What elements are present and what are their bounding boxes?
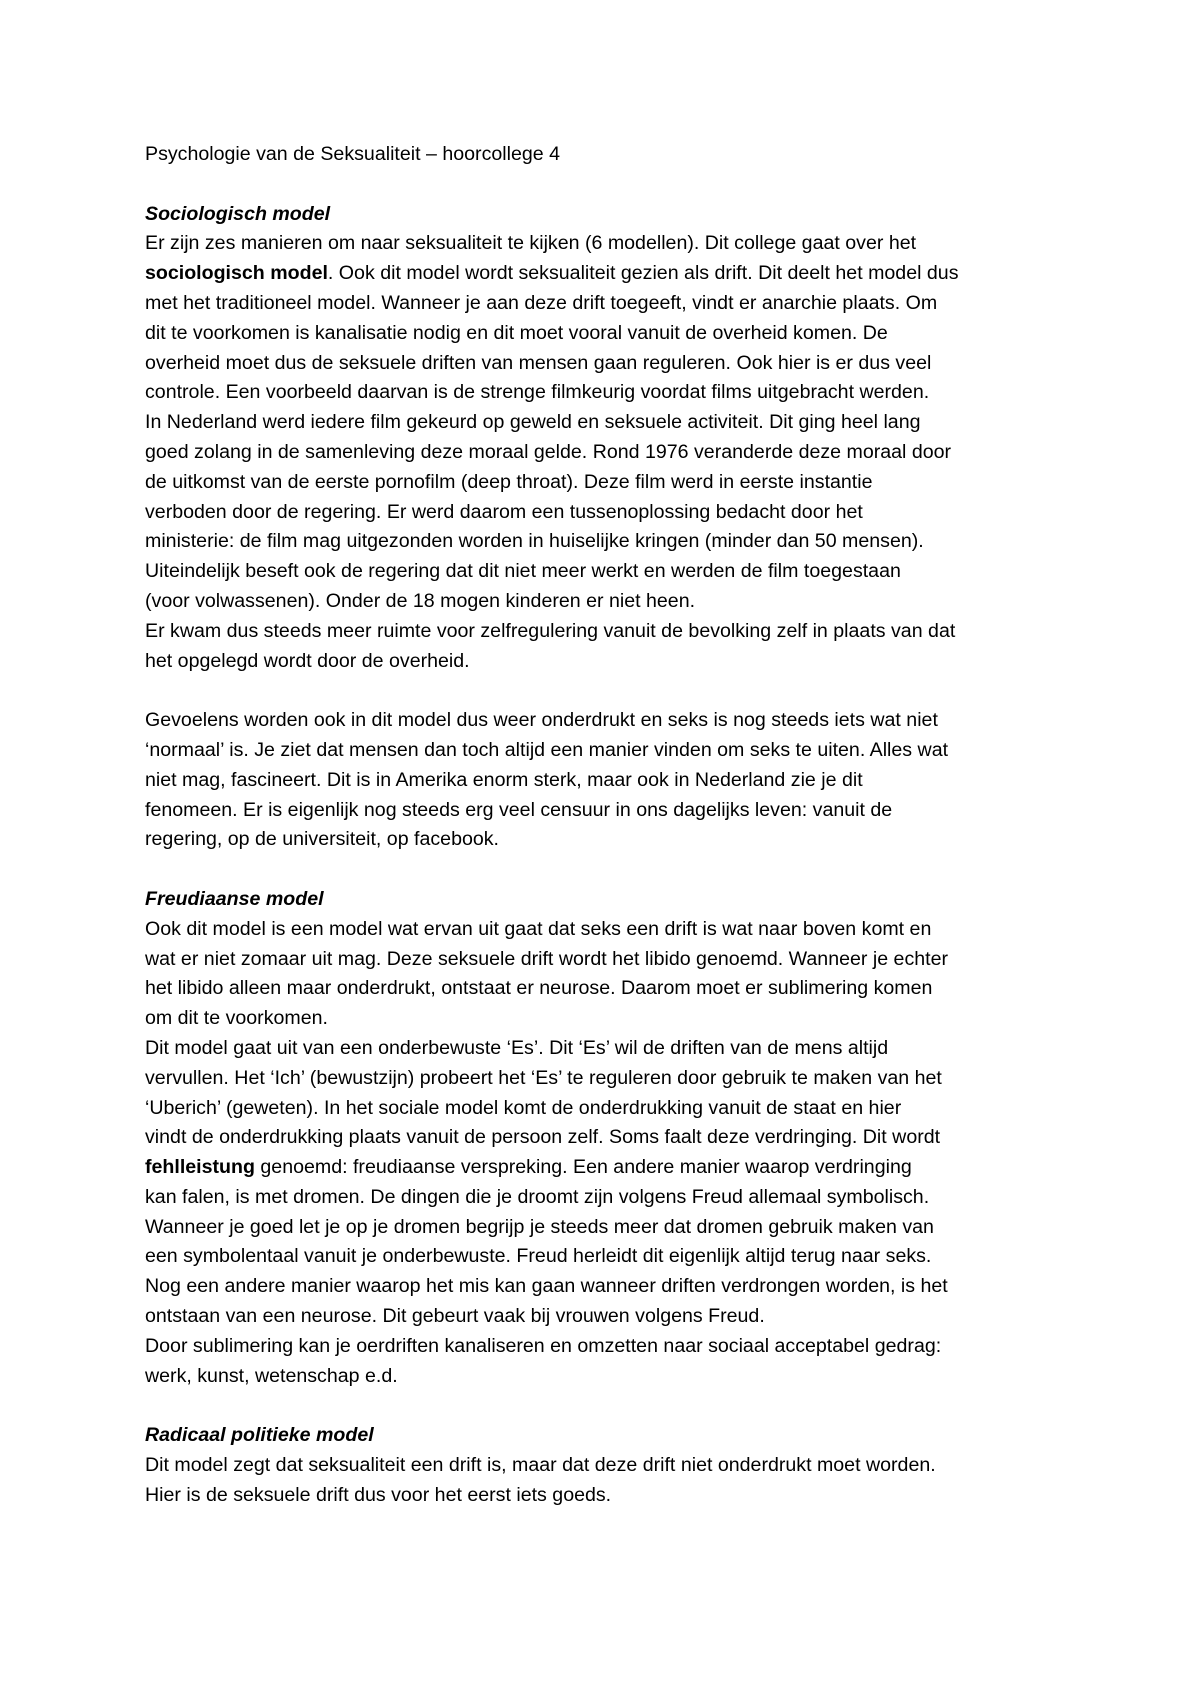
text-line: ‘normaal’ is. Je ziet dat mensen dan toch altijd een manier vinden om seks te uiten. Alles wat — [145, 738, 949, 761]
text-line: Uiteindelijk beseft ook de regering dat dit niet meer werkt en werden de film toegestaan — [145, 560, 901, 583]
section-spacer — [145, 1391, 1075, 1421]
bold-term: fehlleistung — [145, 1156, 255, 1179]
text-line: Gevoelens worden ook in dit model dus weer onderdrukt en seks is nog steeds iets wat niet — [145, 709, 938, 732]
text-line: vervullen. Het ‘Ich’ (bewustzijn) probeert het ‘Es’ te reguleren door gebruik te maken van het — [145, 1066, 942, 1089]
paragraph — [145, 1451, 1075, 1511]
text-line: verboden door de regering. Er werd daarom een tussenoplossing bedacht door het — [145, 500, 863, 523]
text-line: Er zijn zes manieren om naar seksualiteit te kijken (6 modellen). Dit college gaat over het — [145, 232, 917, 255]
section-heading: Freudiaanse model — [145, 887, 324, 910]
text-line: overheid moet dus de seksuele driften van mensen gaan reguleren. Ook hier is er dus veel — [145, 351, 932, 374]
text-line: Ook dit model is een model wat ervan uit gaat dat seks een drift is wat naar boven komt en — [145, 917, 932, 940]
text-line: vindt de onderdrukking plaats vanuit de persoon zelf. Soms faalt deze verdringing. Dit wordt — [145, 1126, 941, 1149]
text-line: niet mag, fascineert. Dit is in Amerika enorm sterk, maar ook in Nederland zie je dit — [145, 768, 863, 791]
text-line: de uitkomst van de eerste pornofilm (deep throat). Deze film werd in eerste instantie — [145, 470, 873, 493]
paragraph-spacer — [145, 676, 1075, 706]
document-body — [145, 200, 1075, 1511]
text-line: Wanneer je goed let je op je dromen begrijp je steeds meer dat dromen gebruik maken van — [145, 1215, 934, 1238]
text-line: Door sublimering kan je oerdriften kanaliseren en omzetten naar sociaal acceptabel gedrag: — [145, 1334, 942, 1357]
text-line: fenomeen. Er is eigenlijk nog steeds erg veel censuur in ons dagelijks leven: vanuit de — [145, 798, 893, 821]
text-line: In Nederland werd iedere film gekeurd op geweld en seksuele activiteit. Dit ging heel lang — [145, 411, 921, 434]
text-line: werk, kunst, wetenschap e.d. — [145, 1364, 398, 1387]
text-line: Nog een andere manier waarop het mis kan gaan wanneer driften verdrongen worden, is het — [145, 1275, 948, 1298]
paragraph — [145, 706, 1075, 855]
text-line: ontstaan van een neurose. Dit gebeurt vaak bij vrouwen volgens Freud. — [145, 1305, 765, 1328]
text-line: regering, op de universiteit, op facebook. — [145, 828, 499, 851]
text-line: Dit model zegt dat seksualiteit een drift is, maar dat deze drift niet onderdrukt moet worden. — [145, 1454, 936, 1477]
text-line: wat er niet zomaar uit mag. Deze seksuele drift wordt het libido genoemd. Wanneer je echter — [145, 947, 949, 970]
text-line: (voor volwassenen). Onder de 18 mogen kinderen er niet heen. — [145, 589, 696, 612]
text-line: het opgelegd wordt door de overheid. — [145, 649, 470, 672]
title-spacer — [145, 170, 1075, 200]
text-line: kan falen, is met dromen. De dingen die je droomt zijn volgens Freud allemaal symbolisch. — [145, 1185, 930, 1208]
section-heading: Sociologisch model — [145, 202, 331, 225]
text-line: dit te voorkomen is kanalisatie nodig en dit moet vooral vanuit de overheid komen. De — [145, 321, 888, 344]
text-line: Dit model gaat uit van een onderbewuste ‘Es’. Dit ‘Es’ wil de driften van de mens altijd — [145, 1036, 889, 1059]
text-line: controle. Een voorbeeld daarvan is de strenge filmkeurig voordat films uitgebracht werden. — [145, 381, 930, 404]
text-line: ministerie: de film mag uitgezonden worden in huiselijke kringen (minder dan 50 mensen). — [145, 530, 924, 553]
text-line: fehlleistung genoemd: freudiaanse verspreking. Een andere manier waarop verdringing — [145, 1156, 912, 1179]
paragraph — [145, 229, 1075, 676]
text-line: goed zolang in de samenleving deze moraal gelde. Rond 1976 veranderde deze moraal door — [145, 440, 952, 463]
text-line: ‘Uberich’ (geweten). In het sociale model komt de onderdrukking vanuit de staat en hier — [145, 1096, 902, 1119]
text-line: om dit te voorkomen. — [145, 1007, 328, 1030]
text-line: sociologisch model. Ook dit model wordt seksualiteit gezien als drift. Dit deelt het model dus — [145, 262, 959, 285]
document-title: Psychologie van de Seksualiteit – hoorcollege 4 — [145, 143, 560, 165]
paragraph — [145, 915, 1075, 1392]
text-line: het libido alleen maar onderdrukt, ontstaat er neurose. Daarom moet er sublimering komen — [145, 977, 933, 1000]
text-line: Hier is de seksuele drift dus voor het eerst iets goeds. — [145, 1483, 612, 1506]
section-heading: Radicaal politieke model — [145, 1424, 374, 1447]
document-page — [145, 140, 1075, 1511]
section-spacer — [145, 855, 1075, 885]
text-line: Er kwam dus steeds meer ruimte voor zelfregulering vanuit de bevolking zelf in plaats van dat — [145, 619, 956, 642]
text-line: een symbolentaal vanuit je onderbewuste. Freud herleidt dit eigenlijk altijd terug naar seks. — [145, 1245, 932, 1268]
bold-term: sociologisch model — [145, 262, 328, 285]
text-line: met het traditioneel model. Wanneer je aan deze drift toegeeft, vindt er anarchie plaats. Om — [145, 291, 938, 314]
